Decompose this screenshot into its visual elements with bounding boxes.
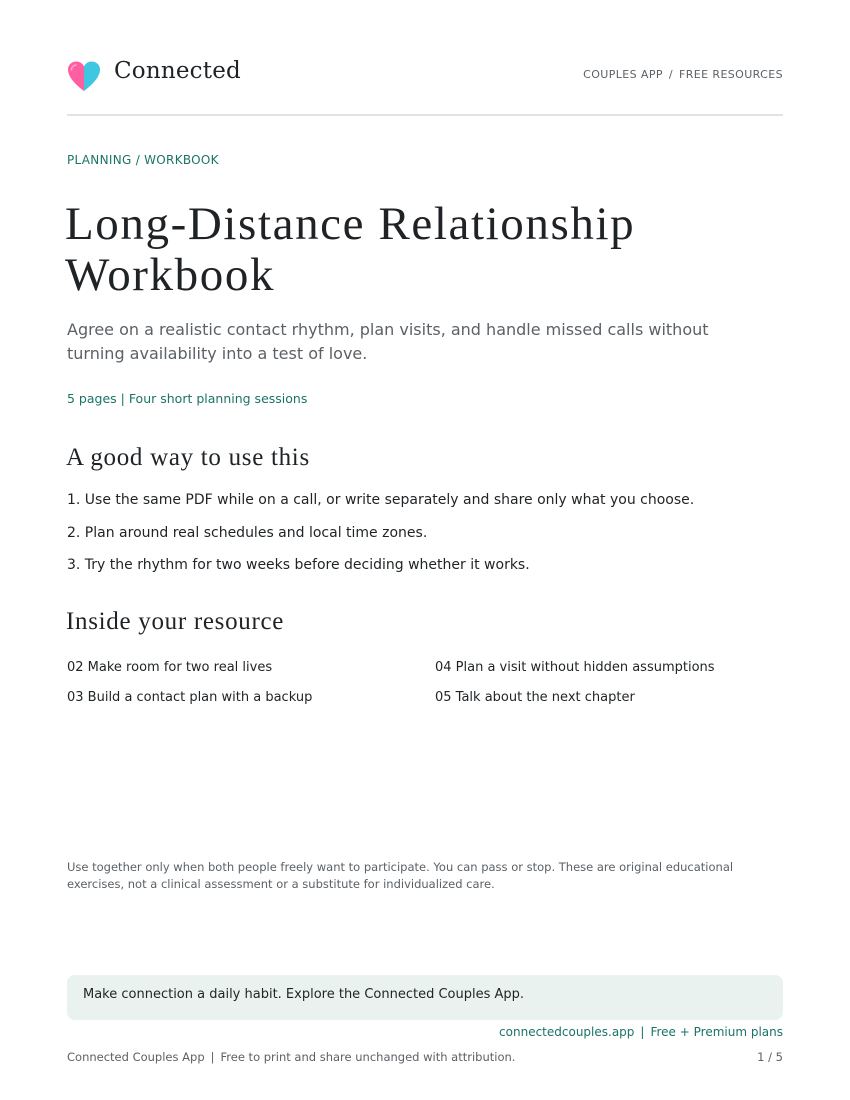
- contents-item: 04 Plan a visit without hidden assumptions: [435, 660, 715, 675]
- how-to-use-heading: A good way to use this: [66, 444, 310, 471]
- page-number: 1 / 5: [757, 1050, 783, 1064]
- cta-banner: [67, 975, 783, 1020]
- page-subtitle: Agree on a realistic contact rhythm, plan visits, and handle missed calls without turning availability into a test of love.: [67, 320, 709, 363]
- link-separator: |: [640, 1025, 645, 1039]
- cta-text: Make connection a daily habit. Explore the Connected Couples App.: [83, 987, 525, 1002]
- cta-links: [499, 1025, 783, 1039]
- page-title: Long-Distance Relationship Workbook: [65, 198, 636, 301]
- header-nav: [583, 68, 783, 81]
- how-to-use-list: [67, 491, 694, 589]
- list-item: 2. Plan around real schedules and local time zones.: [67, 524, 428, 541]
- nav-separator: /: [668, 68, 674, 81]
- nav-couples-app[interactable]: COUPLES APP: [583, 68, 663, 81]
- footer-license: Free to print and share unchanged with attribution.: [220, 1050, 516, 1064]
- inside-heading: Inside your resource: [66, 608, 285, 635]
- brand-name: Connected: [114, 58, 241, 84]
- footer-attribution: [67, 1050, 515, 1064]
- page-header: [67, 56, 783, 116]
- resource-meta: 5 pages | Four short planning sessions: [67, 391, 308, 406]
- disclaimer: Use together only when both people freely want to participate. You can pass or stop. These are original educational exercises, not a clinical assessment or a substitute for individualized care.: [67, 860, 734, 891]
- contents-item: 03 Build a contact plan with a backup: [67, 690, 313, 705]
- footer-app-name: Connected Couples App: [67, 1050, 205, 1064]
- breadcrumb: PLANNING / WORKBOOK: [67, 153, 219, 167]
- contents-item: 05 Talk about the next chapter: [435, 690, 635, 705]
- website-link[interactable]: connectedcouples.app: [499, 1025, 635, 1039]
- nav-free-resources[interactable]: FREE RESOURCES: [679, 68, 783, 81]
- contents-item: 02 Make room for two real lives: [67, 660, 273, 675]
- footer-separator: |: [210, 1050, 215, 1064]
- plans-link[interactable]: Free + Premium plans: [650, 1025, 783, 1039]
- list-item: 1. Use the same PDF while on a call, or write separately and share only what you choose.: [67, 492, 695, 508]
- list-item: 3. Try the rhythm for two weeks before deciding whether it works.: [67, 557, 530, 573]
- contents-list: [67, 659, 783, 707]
- heart-icon: [67, 60, 101, 94]
